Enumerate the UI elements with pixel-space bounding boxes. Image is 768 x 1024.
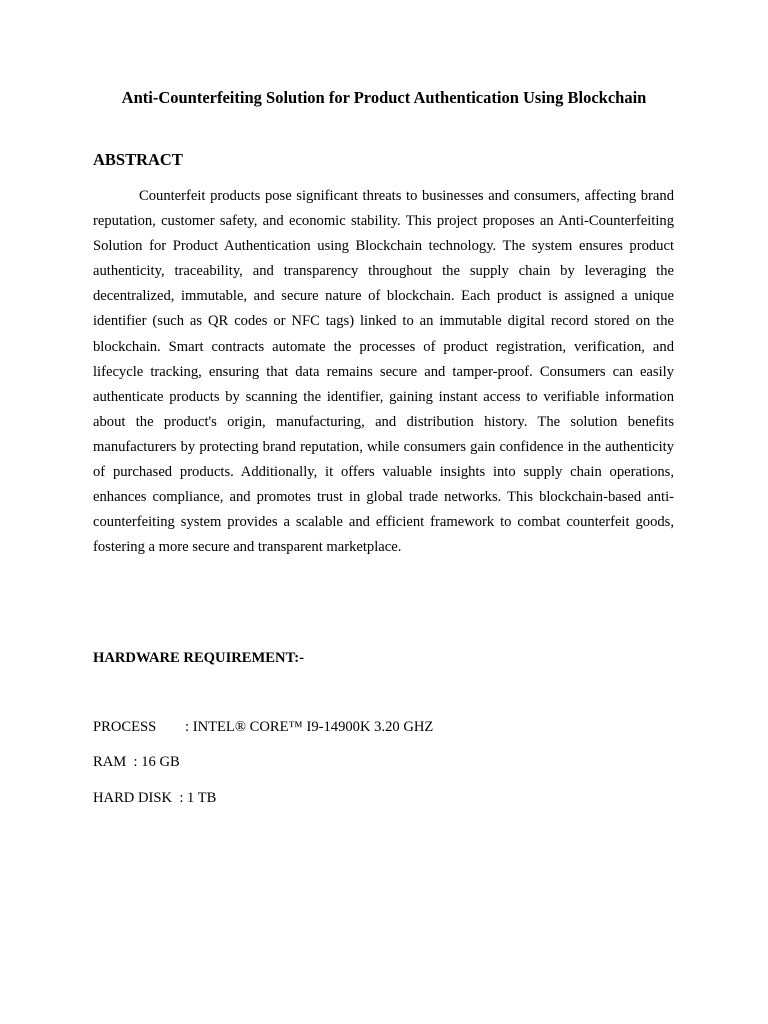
spec-value-hard-disk: : 1 TB: [172, 790, 217, 806]
spec-label-processor: PROCESS: [93, 719, 157, 735]
abstract-paragraph: Counterfeit products pose significant threats to businesses and consumers, affecting brand reputation, customer safety, and economic stability. This project proposes an Anti-Counterfeiting Solution for Product Authentication using Blockchain technology. The system ensures product authenticity, traceability, and transparency throughout the supply chain by leveraging the decentralized, immutable, and secure nature of blockchain. Each product is assigned a unique identifier (such as QR codes or NFC tags) linked to an immutable digital record stored on the blockchain. Smart contracts automate the processes of product registration, verification, and lifecycle tracking, ensuring that data remains secure and tamper-proof. Consumers can easily authenticate products by scanning the identifier, gaining instant access to verifiable information about the product's origin, manufacturing, and distribution history. The solution benefits manufacturers by protecting brand reputation, while consumers gain confidence in the authenticity of purchased products. Additionally, it offers valuable insights into supply chain operations, enhances compliance, and promotes trust in global trade networks. This blockchain-based anti-counterfeiting system provides a scalable and efficient framework to combat counterfeit goods, fostering a more secure and transparent marketplace.: [93, 188, 674, 556]
spec-value-ram: : 16 GB: [126, 754, 180, 770]
spec-value-processor: : INTEL® CORE™ I9-14900K 3.20 GHZ: [185, 719, 434, 735]
spec-row-processor: [93, 717, 433, 737]
document-title: Anti-Counterfeiting Solution for Product Authentication Using Blockchain: [121, 88, 647, 107]
abstract-heading: ABSTRACT: [93, 150, 183, 169]
spec-label-hard-disk: HARD DISK: [93, 790, 173, 806]
spec-row-ram: [93, 752, 180, 772]
spec-label-ram: RAM: [93, 754, 127, 770]
spec-row-hard-disk: [93, 788, 216, 808]
hardware-requirement-heading: HARDWARE REQUIREMENT:-: [93, 650, 304, 666]
